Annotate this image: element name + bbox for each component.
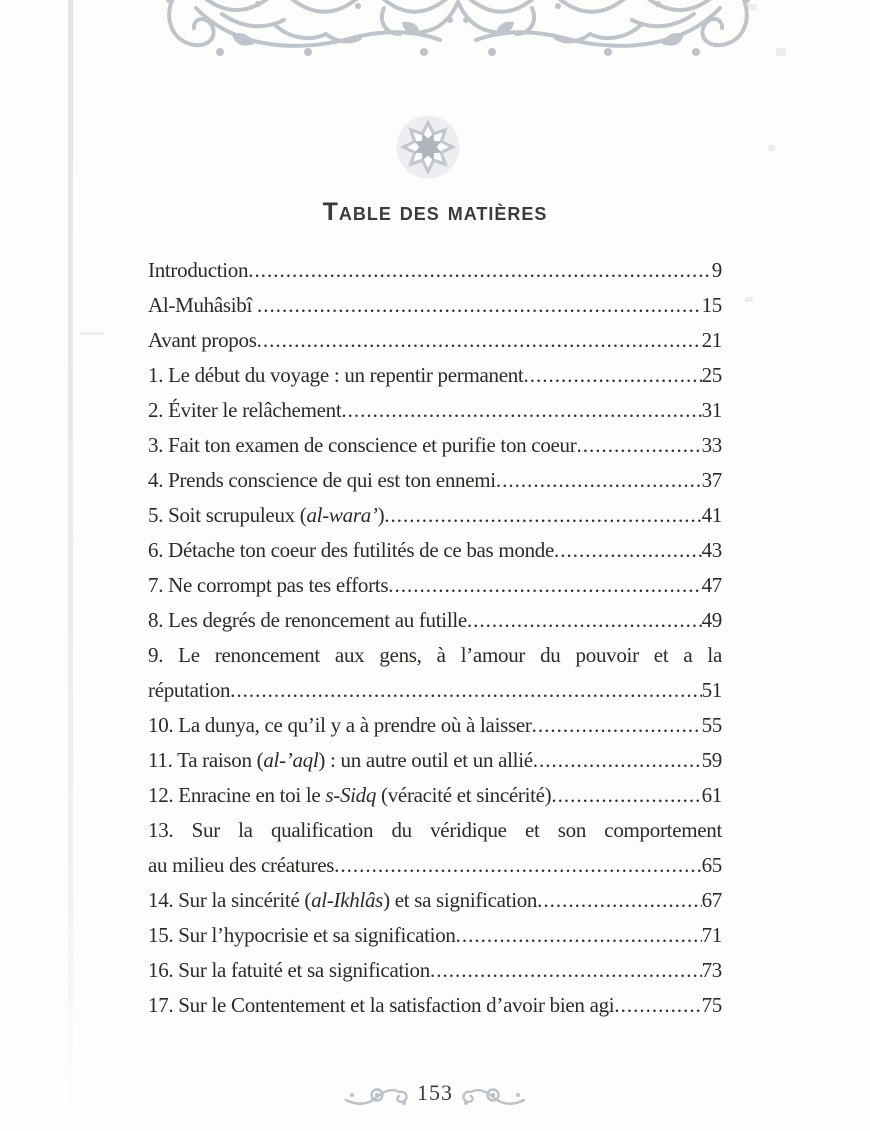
toc-entry-text: (véracité et sincérité) xyxy=(376,783,552,807)
toc-entry-text: 14. Sur la sincérité ( xyxy=(148,888,312,912)
dot-leader xyxy=(523,358,701,393)
toc-entry-text: 7. Ne corrompt pas tes efforts xyxy=(148,573,389,597)
toc-entry xyxy=(148,988,722,1023)
scan-speck xyxy=(768,145,775,151)
dot-leader xyxy=(537,883,701,918)
toc-entry xyxy=(148,568,722,603)
toc-entry-text: 6. Détache ton coeur des futilités de ce bas monde xyxy=(148,538,555,562)
page-title: Table des matières xyxy=(322,198,548,226)
toc-page-number: 25 xyxy=(701,363,722,387)
toc-entry-text: s-Sidq xyxy=(325,783,377,807)
dot-leader xyxy=(230,673,701,708)
toc-page-number: 43 xyxy=(701,538,722,562)
toc-entry-text: al-wara’ xyxy=(306,503,378,527)
toc-entry-text: al-Ikhlâs xyxy=(311,888,384,912)
toc-entry xyxy=(148,778,722,813)
toc-entry-text: 11. Ta raison ( xyxy=(148,748,264,772)
scan-speck xyxy=(745,297,753,302)
dot-leader xyxy=(248,253,712,288)
dot-leader xyxy=(334,848,701,883)
toc-entry xyxy=(148,253,722,288)
dot-leader xyxy=(467,603,702,638)
toc-entry-text: au milieu des créatures xyxy=(148,853,335,877)
dot-leader xyxy=(430,953,702,988)
rosette-medallion-icon xyxy=(394,114,462,180)
scan-mark xyxy=(80,332,104,335)
toc-page-number: 61 xyxy=(701,783,722,807)
toc-page-number: 73 xyxy=(701,958,722,982)
toc-entry xyxy=(148,323,722,358)
toc-page-number: 71 xyxy=(701,923,722,947)
dot-leader xyxy=(257,323,702,358)
toc-entry-text: 12. Enracine en toi le xyxy=(148,783,326,807)
toc-entry xyxy=(148,813,722,883)
toc-entry xyxy=(148,708,722,743)
toc-page-number: 51 xyxy=(701,678,722,702)
toc-entry-text: al-’aql xyxy=(263,748,319,772)
toc-entry-text: 2. Éviter le relâchement xyxy=(148,398,342,422)
footer-flourish-left-icon xyxy=(344,1078,408,1108)
footer-flourish-right-icon xyxy=(462,1078,526,1108)
toc-page-number: 37 xyxy=(701,468,722,492)
toc-entry-text: ) xyxy=(377,503,385,527)
toc-entry xyxy=(148,393,722,428)
dot-leader xyxy=(554,533,702,568)
toc-entry-text: 17. Sur le Contentement et la satisfaction d’avoir bien agi xyxy=(148,993,615,1017)
page-number: 153 xyxy=(417,1080,453,1105)
dot-leader xyxy=(576,428,701,463)
page-footer xyxy=(0,1076,870,1110)
dot-leader xyxy=(384,498,701,533)
dot-leader xyxy=(533,743,702,778)
toc-entry xyxy=(148,288,722,323)
toc-entry-text: 15. Sur l’hypocrisie et sa signification xyxy=(148,923,456,947)
toc-page-number: 75 xyxy=(701,993,722,1017)
scan-fold-shadow xyxy=(68,0,73,1110)
toc-entry xyxy=(148,603,722,638)
toc-entry-text: Avant propos xyxy=(148,328,257,352)
toc-page-number: 9 xyxy=(711,258,722,282)
toc-page-number: 67 xyxy=(701,888,722,912)
toc-entry-text: Introduction xyxy=(148,258,249,282)
arabesque-ornament-icon xyxy=(162,0,754,62)
toc-entry-text: 4. Prends conscience de qui est ton ennemi xyxy=(148,468,496,492)
toc-entry xyxy=(148,883,722,918)
toc-entry xyxy=(148,743,722,778)
dot-leader xyxy=(456,918,702,953)
toc-entry-text: 13. Sur la qualification du véridique et son comportement xyxy=(148,818,722,842)
toc-page-number: 59 xyxy=(701,748,722,772)
scan-speck xyxy=(776,48,786,56)
toc-entry-text: ) : un autre outil et un allié xyxy=(318,748,533,772)
toc-page-number: 49 xyxy=(701,608,722,632)
toc-entry-text: 10. La dunya, ce qu’il y a à prendre où à laisser xyxy=(148,713,532,737)
toc-entry-text: réputation xyxy=(148,678,231,702)
dot-leader xyxy=(496,463,702,498)
toc-entry-text: 3. Fait ton examen de conscience et purifie ton coeur xyxy=(148,433,577,457)
toc-entry-text: 9. Le renoncement aux gens, à l’amour du pouvoir et a la xyxy=(148,643,722,667)
dot-leader xyxy=(532,708,702,743)
toc-page-number: 21 xyxy=(701,328,722,352)
toc-page-number: 33 xyxy=(701,433,722,457)
toc-entry-text: 5. Soit scrupuleux ( xyxy=(148,503,307,527)
toc-page-number: 47 xyxy=(701,573,722,597)
dot-leader xyxy=(341,393,701,428)
toc-list xyxy=(148,253,722,1023)
toc-entry xyxy=(148,918,722,953)
toc-entry xyxy=(148,358,722,393)
toc-entry xyxy=(148,498,722,533)
toc-page-number: 31 xyxy=(701,398,722,422)
toc-page-number: 15 xyxy=(701,293,722,317)
toc-entry xyxy=(148,428,722,463)
toc-page-number: 65 xyxy=(701,853,722,877)
toc-entry-text: 8. Les degrés de renoncement au futille xyxy=(148,608,467,632)
toc-entry xyxy=(148,533,722,568)
toc-entry-text: ) et sa signification xyxy=(383,888,538,912)
toc-page-number: 55 xyxy=(701,713,722,737)
toc-page-number: 41 xyxy=(701,503,722,527)
dot-leader xyxy=(551,778,701,813)
dot-leader xyxy=(388,568,701,603)
dot-leader xyxy=(614,988,701,1023)
toc-entry-text: 16. Sur la fatuité et sa signification xyxy=(148,958,430,982)
dot-leader xyxy=(257,288,702,323)
toc-entry xyxy=(148,953,722,988)
toc-entry-text: 1. Le début du voyage : un repentir permanent xyxy=(148,363,524,387)
toc-entry xyxy=(148,463,722,498)
toc-entry xyxy=(148,638,722,708)
toc-entry-text: Al-Muhâsibî xyxy=(148,293,257,317)
